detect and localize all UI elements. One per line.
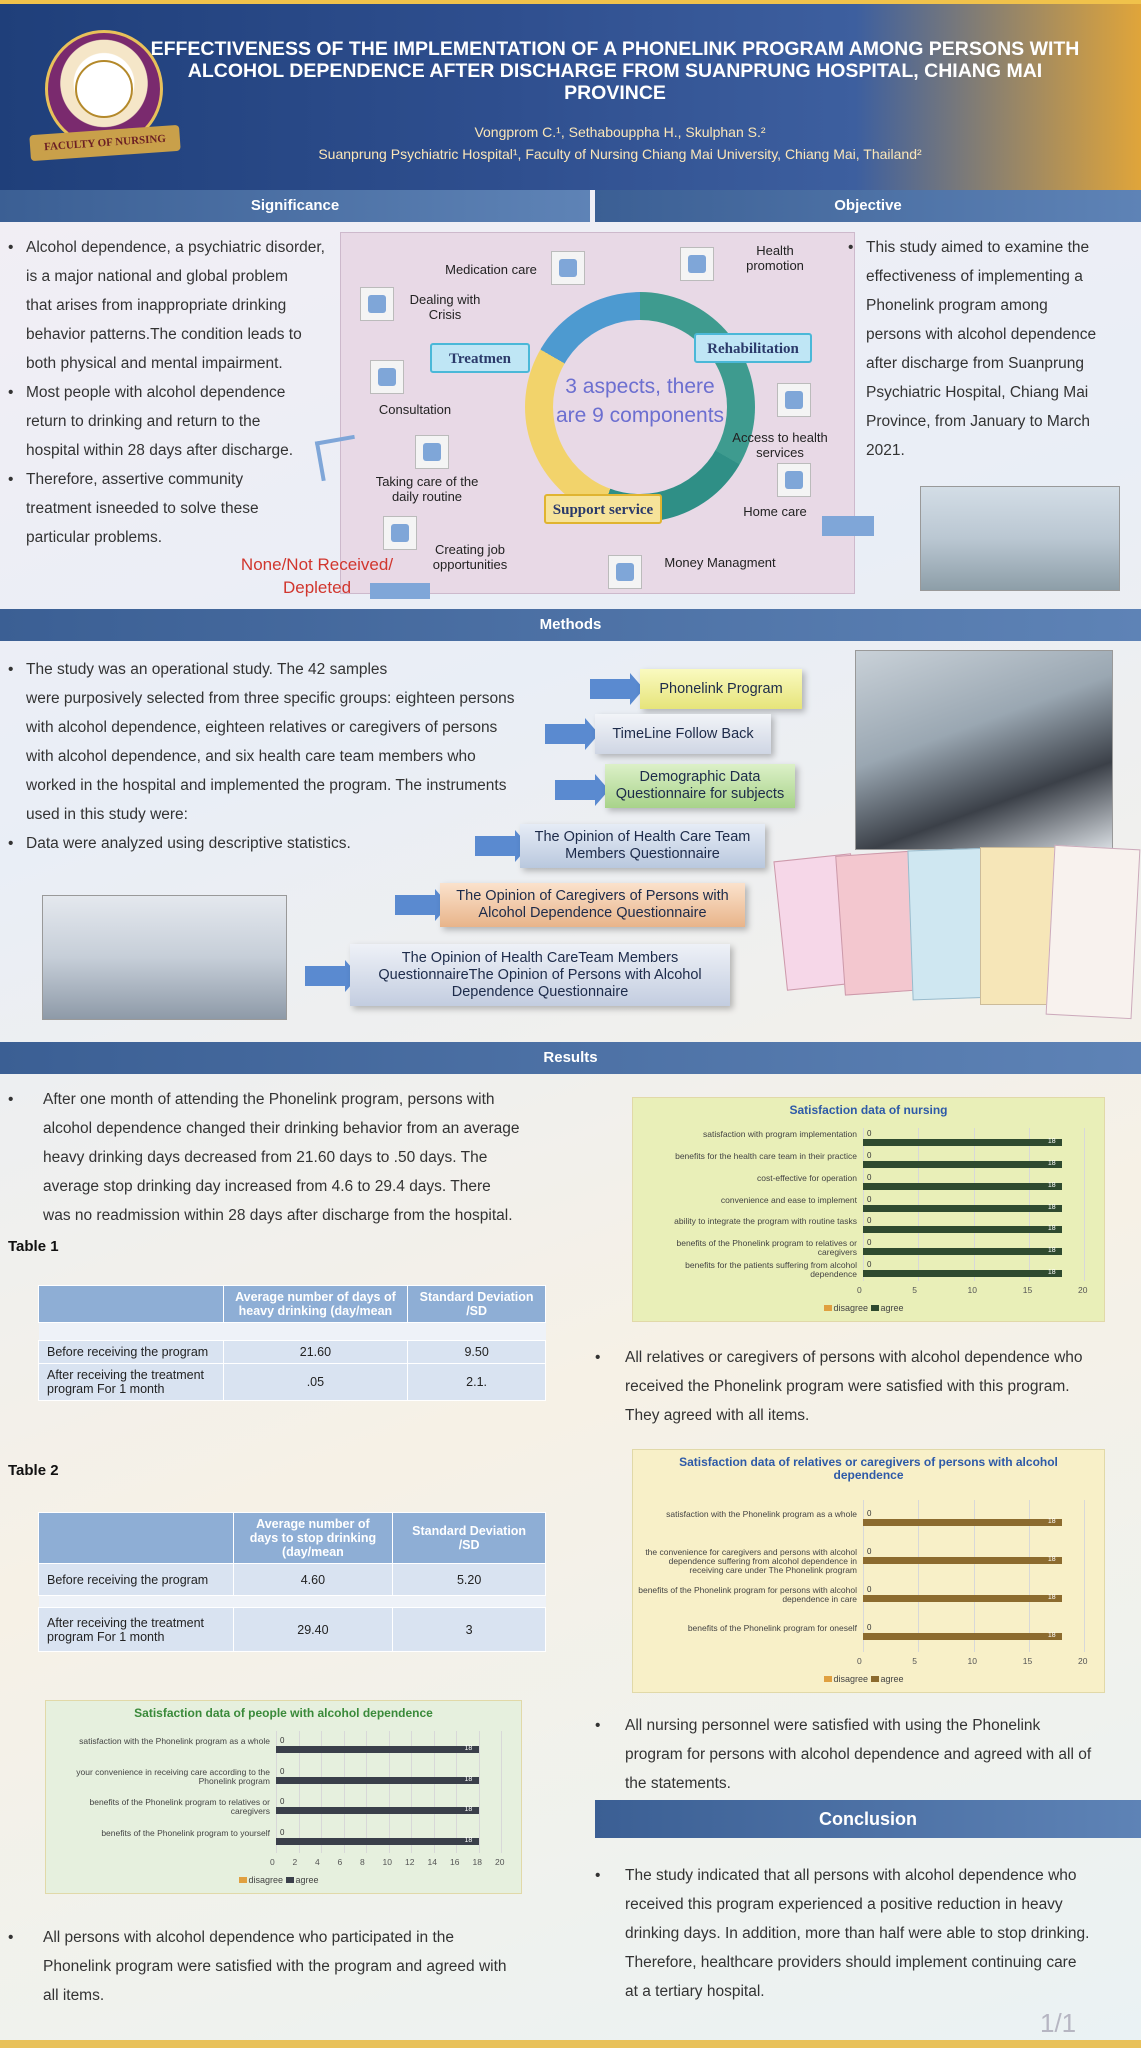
x-tick-label: 20	[495, 1857, 505, 1867]
access-icon	[777, 383, 811, 417]
bar-agree	[276, 1807, 479, 1814]
job-icon	[383, 516, 417, 550]
bar-value-disagree: 0	[867, 1623, 872, 1632]
legend-agree: agree	[286, 1875, 319, 1885]
bar-value-disagree: 0	[280, 1827, 285, 1837]
bar-agree	[276, 1838, 479, 1845]
x-tick-label: 0	[857, 1656, 862, 1666]
gridline	[501, 1731, 502, 1853]
legend-disagree: disagree	[239, 1875, 286, 1885]
treatment-label: Treatmen	[430, 343, 530, 373]
nursing-satisfaction-chart	[632, 1097, 1105, 1322]
conclusion-text: • The study indicated that all persons with alcohol dependence who received this program experienced a positive reduction in heavy drinking days. In addition, more than half were able to stop drinking. Therefore, healthcare providers should implement continuing care at a tertiary hospital.	[595, 1867, 1090, 2000]
x-tick-label: 18	[472, 1857, 482, 1867]
x-tick-label: 14	[427, 1857, 437, 1867]
table1-label: Table 1	[8, 1238, 59, 1255]
arrow-right-icon	[395, 895, 435, 915]
arrow-right-icon	[545, 724, 585, 744]
bar-value-agree: 18	[1047, 1594, 1056, 1601]
bar-agree	[276, 1746, 479, 1753]
table2-label: Table 2	[8, 1462, 59, 1479]
health-promotion-icon	[680, 247, 714, 281]
daily-routine-label: Taking care of the daily routine	[375, 474, 479, 504]
bar-value-agree: 18	[1047, 1632, 1056, 1639]
bar-value-disagree: 0	[280, 1736, 285, 1746]
money-icon	[608, 555, 642, 589]
bar-agree	[863, 1248, 1062, 1255]
conclusion-header: Conclusion	[595, 1800, 1141, 1838]
x-tick-label: 5	[912, 1285, 917, 1295]
gridline	[479, 1731, 480, 1853]
bar-value-disagree: 0	[867, 1216, 872, 1226]
consultation-icon	[370, 360, 404, 394]
arrow-right-icon	[590, 679, 630, 699]
category-label: the convenience for caregivers and persons with alcohol dependence suffering from alcohol dependence in receiving care under The Phonelink program	[645, 1547, 857, 1575]
x-tick-label: 12	[405, 1857, 415, 1867]
gridline	[1084, 1500, 1085, 1652]
category-label: satisfaction with the Phonelink program as a whole	[79, 1736, 270, 1747]
table-row-label: After receiving the treatment program For 1 month	[39, 1608, 234, 1652]
bar-value-agree: 18	[1047, 1225, 1056, 1233]
footer-strip	[0, 2040, 1141, 2048]
category-label: cost-effective for operation	[756, 1172, 857, 1183]
category-label: benefits of the Phonelink program for oneself	[687, 1623, 857, 1633]
x-tick-label: 15	[1022, 1285, 1033, 1295]
x-tick-label: 20	[1078, 1285, 1088, 1295]
category-label: ability to integrate the program with routine tasks	[674, 1216, 857, 1227]
arrow-right-icon	[475, 836, 515, 856]
category-label: benefits for the patients suffering from alcohol dependence	[685, 1260, 857, 1280]
legend-agree: agree	[871, 1674, 904, 1684]
x-tick-label: 4	[315, 1857, 320, 1867]
health-promotion-label: Health promotion	[746, 243, 804, 273]
bar-value-agree: 18	[1047, 1556, 1056, 1563]
significance-header: Significance	[0, 190, 590, 222]
category-label: satisfaction with the Phonelink program as a whole	[666, 1509, 857, 1519]
videocall-photo	[855, 650, 1113, 850]
category-label: benefits for the health care team in their practice	[675, 1150, 857, 1161]
category-label: benefits of the Phonelink program to relatives or caregivers	[89, 1797, 270, 1817]
money-label: Money Managment	[664, 555, 776, 570]
home-care-icon	[777, 463, 811, 497]
objective-header: Objective	[595, 190, 1141, 222]
instrument-timeline: TimeLine Follow Back	[595, 714, 771, 754]
chart-legend	[824, 1674, 904, 1684]
x-tick-label: 16	[450, 1857, 460, 1867]
patient-results-text: • All persons with alcohol dependence who participated in the Phonelink program were satisfied with the program and agreed with all items.	[8, 1929, 507, 2004]
ring-center-text: 3 aspects, there are 9 components	[555, 375, 725, 427]
legend-agree: agree	[871, 1303, 904, 1313]
legend-disagree: disagree	[824, 1674, 871, 1684]
bar-agree	[276, 1777, 479, 1784]
bar-value-disagree: 0	[867, 1128, 872, 1138]
caregiver-results-text: • All relatives or caregivers of persons with alcohol dependence who received the Phonelink program were satisfied with this program. They agreed with all items.	[595, 1349, 1083, 1424]
bar-value-agree: 18	[464, 1745, 473, 1753]
bar-agree	[863, 1205, 1062, 1212]
arrow-up-left-icon	[315, 435, 361, 481]
chart-title: Satisfaction data of people with alcohol dependence	[134, 1706, 433, 1720]
x-tick-label: 8	[360, 1857, 365, 1867]
category-label: benefits of the Phonelink program to yourself	[101, 1827, 270, 1838]
bar-value-agree: 18	[464, 1775, 473, 1783]
instrument-phonelink: Phonelink Program	[640, 669, 802, 709]
bar-value-agree: 18	[1047, 1159, 1056, 1167]
x-tick-label: 0	[270, 1857, 275, 1867]
affiliation: Suanprung Psychiatric Hospital¹, Faculty of Nursing Chiang Mai University, Chiang Mai, Thailand²	[318, 146, 922, 162]
crisis-label: Dealing with Crisis	[409, 292, 481, 322]
table-row-label: After receiving the treatment program For 1 month	[39, 1364, 224, 1401]
significance-text: • Alcohol dependence, a psychiatric disorder, is a major national and global problem that arises from inappropriate drinking behavior patterns.The condition leads to both physical and mental impairment. • Most people with alcohol dependence return to drinking and return to the hospital within 28 days after discharge. • Therefore, assertive community treatment isneeded to solve these particular problems.	[8, 233, 348, 552]
gridline	[1084, 1128, 1085, 1281]
ward-photo	[42, 895, 287, 1020]
page-indicator: 1/1	[1040, 2008, 1077, 2038]
nursing-results-text: • All nursing personnel were satisfied with using the Phonelink program for persons with alcohol dependence and agreed with all of the statements.	[595, 1717, 1092, 1792]
bar-value-agree: 18	[1047, 1137, 1056, 1145]
bar-value-disagree: 0	[867, 1194, 872, 1204]
logo-emblem-icon	[75, 60, 133, 118]
bar-value-disagree: 0	[867, 1547, 872, 1556]
daily-routine-icon	[415, 435, 449, 469]
booklet-covers-image	[780, 845, 1140, 1025]
bar-agree	[863, 1633, 1062, 1640]
bar-value-disagree: 0	[280, 1797, 285, 1807]
methods-text: • The study was an operational study. The 42 samples were purposively selected from three specific groups: eighteen persons with alcohol dependence, eighteen relatives or caregivers of persons with alcohol dependence, and six health care team members who worked in the hospital and implemented the program. The instruments used in this study were: • Data were analyzed using descriptive statistics.	[8, 655, 568, 858]
arrow-right-icon	[822, 516, 874, 536]
chart-legend	[824, 1303, 904, 1313]
x-tick-label: 6	[337, 1857, 343, 1867]
objective-text: • This study aimed to examine the effectiveness of implementing a Phonelink program among persons with alcohol dependence after discharge from Suanprung Psychiatric Hospital, Chiang Mai Province, from January to March 2021.	[848, 233, 1138, 465]
bar-value-disagree: 0	[867, 1150, 872, 1160]
rehabilitation-label: Rehabilitation	[694, 333, 812, 363]
bar-value-agree: 18	[1047, 1203, 1056, 1211]
x-tick-label: 0	[857, 1285, 862, 1295]
table2: Average number of days to stop drinking (day/mean Standard Deviation /SD Before receiving the program 4.60 5.20 After receiving the treatment program For 1 month 29.40 3	[38, 1512, 546, 1652]
bar-agree	[863, 1270, 1062, 1277]
caregiver-satisfaction-chart	[632, 1449, 1105, 1693]
category-label: convenience and ease to implement	[720, 1194, 857, 1205]
medication-care-label: Medication care	[445, 262, 537, 277]
x-tick-label: 15	[1022, 1656, 1033, 1666]
table1: Average number of days of heavy drinking (day/mean Standard Deviation /SD Before receiving the program 21.60 9.50 After receiving the treatment program For 1 month .05 2.1.	[38, 1285, 546, 1401]
bar-value-disagree: 0	[867, 1585, 872, 1594]
results-summary: • After one month of attending the Phonelink program, persons with alcohol dependence changed their drinking behavior from an average heavy drinking days decreased from 21.60 days to .50 days. The average stop drinking day increased from 4.6 to 29.4 days. There was no readmission within 28 days after discharge from the hospital.	[8, 1091, 520, 1224]
authors: Vongprom C.¹, Sethabouppha H., Skulphan S.²	[474, 124, 766, 140]
bar-value-agree: 18	[464, 1806, 473, 1814]
legend-disagree: disagree	[824, 1303, 871, 1313]
bar-value-agree: 18	[464, 1836, 473, 1844]
instrument-demographic: Demographic Data Questionnaire for subjects	[605, 764, 795, 808]
patient-satisfaction-chart	[45, 1700, 522, 1894]
medication-icon	[551, 251, 585, 285]
x-tick-label: 20	[1078, 1656, 1088, 1666]
x-tick-label: 2	[292, 1857, 298, 1867]
home-care-label: Home care	[743, 504, 807, 519]
instrument-team-opinion: The Opinion of Health Care Team Members Questionnaire	[520, 824, 765, 868]
category-label: benefits of the Phonelink program for persons with alcohol dependence in care	[638, 1585, 857, 1604]
x-tick-label: 10	[967, 1656, 977, 1666]
x-tick-label: 10	[382, 1857, 392, 1867]
chart-title: Satisfaction data of relatives or caregivers of persons with alcohol dependence	[679, 1455, 1058, 1482]
access-label: Access to health services	[732, 430, 828, 460]
bar-agree	[863, 1139, 1062, 1146]
job-label: Creating job opportunities	[432, 542, 508, 572]
bar-value-agree: 18	[1047, 1181, 1056, 1189]
chart-title: Satisfaction data of nursing	[789, 1103, 948, 1117]
bar-value-disagree: 0	[280, 1766, 285, 1776]
none-received-label: None/Not Received/ Depleted	[240, 555, 394, 597]
bar-agree	[863, 1183, 1062, 1190]
bar-agree	[863, 1226, 1062, 1233]
bar-value-agree: 18	[1047, 1247, 1056, 1255]
logo-ribbon: FACULTY OF NURSING	[29, 125, 180, 161]
bar-value-disagree: 0	[867, 1260, 872, 1270]
support-service-label: Support service	[544, 494, 662, 524]
arrow-left-icon	[370, 583, 430, 599]
x-tick-label: 10	[967, 1285, 977, 1295]
bar-value-disagree: 0	[867, 1509, 872, 1518]
poster-title: EFFECTIVENESS OF THE IMPLEMENTATION OF A PHONELINK PROGRAM AMONG PERSONS WITH ALCOHOL DEPENDENCE AFTER DISCHARGE FROM SUANPRUNG HOSPITAL, CHIANG MAI PROVINCE	[150, 38, 1080, 104]
consultation-label: Consultation	[378, 402, 452, 417]
bar-value-agree: 18	[1047, 1269, 1056, 1277]
crisis-icon	[360, 287, 394, 321]
instrument-combined-opinion: The Opinion of Health CareTeam Members QuestionnaireThe Opinion of Persons with Alcohol Dependence Questionnaire	[350, 944, 730, 1006]
arrow-right-icon	[305, 966, 345, 986]
chart-legend	[239, 1875, 319, 1885]
instrument-caregiver-opinion: The Opinion of Caregivers of Persons with Alcohol Dependence Questionnaire	[440, 883, 745, 927]
bar-agree	[863, 1595, 1062, 1602]
bar-value-disagree: 0	[867, 1238, 872, 1248]
bar-value-disagree: 0	[867, 1172, 872, 1182]
category-label: your convenience in receiving care according to the Phonelink program	[76, 1766, 270, 1786]
table-row-label: Before receiving the program	[39, 1341, 224, 1364]
objective-photo	[920, 486, 1120, 591]
table-row-label: Before receiving the program	[39, 1564, 234, 1596]
category-label: satisfaction with program implementation	[702, 1128, 857, 1139]
category-label: benefits of the Phonelink program to relatives or caregivers	[676, 1238, 857, 1258]
bar-agree	[863, 1557, 1062, 1564]
results-header: Results	[0, 1042, 1141, 1074]
bar-agree	[863, 1519, 1062, 1526]
bar-value-agree: 18	[1047, 1518, 1056, 1525]
arrow-right-icon	[555, 780, 595, 800]
x-tick-label: 5	[912, 1656, 917, 1666]
methods-header: Methods	[0, 609, 1141, 641]
bar-agree	[863, 1161, 1062, 1168]
